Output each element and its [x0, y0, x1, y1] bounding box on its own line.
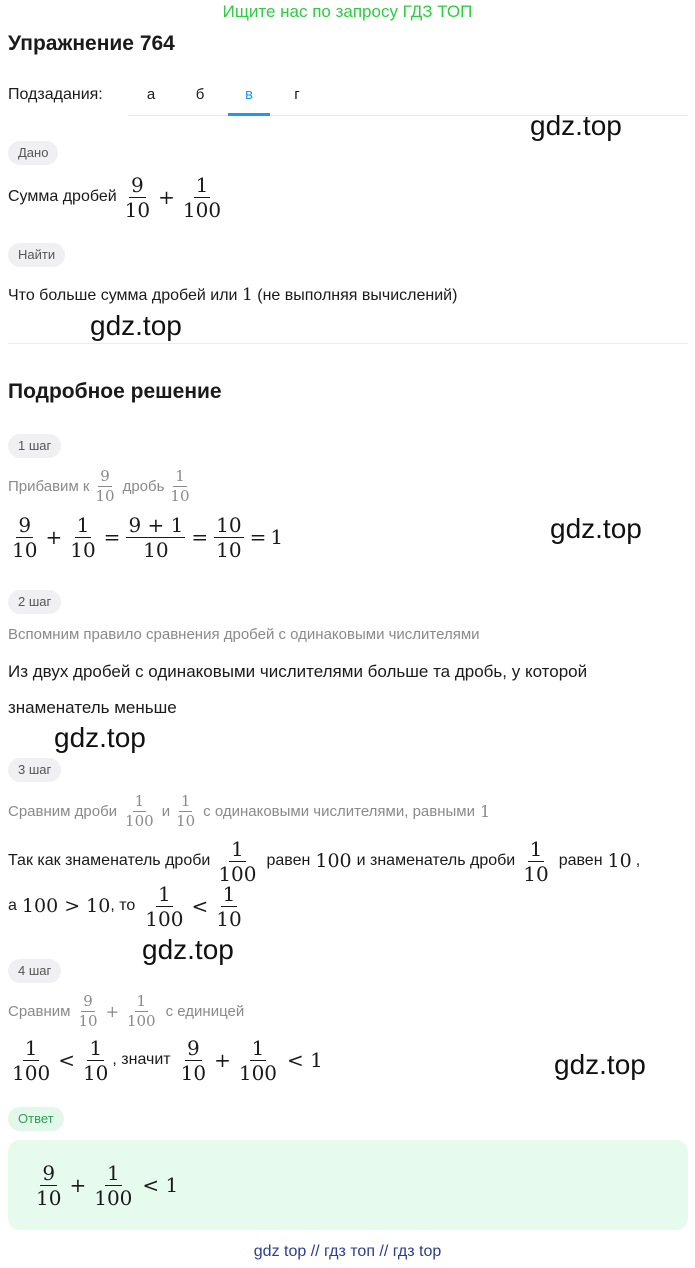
fraction-numerator: 1 — [76, 512, 90, 537]
fraction-numerator: 1 — [529, 836, 543, 861]
fraction-denominator: 10 — [170, 486, 190, 505]
fraction-denominator: 10 — [523, 861, 549, 886]
step-3-pill: 3 шаг — [8, 758, 61, 782]
given-line — [8, 172, 225, 222]
tab-v[interactable]: в — [245, 86, 253, 103]
answer-equation — [32, 1158, 178, 1212]
find-text-before: Что больше сумма дробей или — [8, 287, 238, 304]
fraction-numerator: 9 — [100, 466, 110, 485]
given-fraction-1 — [123, 172, 152, 222]
plus-sign: + — [105, 1001, 119, 1021]
fraction-denominator: 10 — [180, 1060, 207, 1085]
step-4-hint — [8, 989, 244, 1033]
fraction-denominator: 10 — [95, 486, 115, 505]
active-tab-indicator — [228, 113, 270, 116]
hint-text: Сравним — [8, 1002, 71, 1020]
fraction-numerator: 1 — [24, 1035, 38, 1060]
step-fraction — [81, 1035, 110, 1085]
step-1-pill: 1 шаг — [8, 434, 61, 458]
fraction-denominator: 100 — [182, 197, 222, 222]
hint-fraction — [76, 991, 99, 1030]
step-text: равен — [558, 852, 603, 869]
fraction-numerator: 1 — [231, 836, 244, 861]
fraction-numerator: 1 — [222, 881, 236, 906]
hint-text: Прибавим к — [8, 477, 90, 495]
answer-fraction — [92, 1160, 134, 1210]
fraction-denominator: 10 — [216, 906, 242, 931]
equation-fraction — [214, 512, 243, 562]
given-fraction-2 — [181, 172, 223, 222]
answer-pill: Ответ — [8, 1107, 64, 1131]
hint-text: и — [161, 802, 171, 820]
step-3-line-1 — [8, 836, 640, 886]
equation-fraction — [10, 512, 39, 562]
step-4-pill: 4 шаг — [8, 959, 61, 983]
page-title: Упражнение 764 — [8, 32, 175, 55]
less-than-sign: < — [58, 1048, 75, 1072]
step-text: Так как знаменатель дроби — [8, 852, 211, 869]
fraction-numerator: 9 — [83, 991, 93, 1010]
step-fraction — [216, 836, 258, 886]
fraction-denominator: 100 — [126, 1011, 156, 1030]
step-2-line-2: знаменатель меньше — [8, 698, 177, 717]
step-fraction — [179, 1035, 208, 1085]
fraction-denominator: 100 — [12, 1060, 51, 1085]
step-3-line-2 — [8, 880, 246, 932]
watermark: gdz.top — [54, 722, 146, 753]
plus-sign: + — [158, 185, 175, 209]
fraction-numerator: 1 — [175, 466, 185, 485]
step-2-line-1: Из двух дробей с одинаковыми числителями больше та дробь, у которой — [8, 662, 588, 681]
fraction-denominator: 10 — [176, 811, 196, 830]
step-number: 10 — [607, 850, 632, 872]
fraction-denominator: 10 — [36, 1185, 62, 1210]
step-2-pill: 2 шаг — [8, 590, 61, 614]
step-1-equation — [8, 510, 283, 564]
watermark: gdz.top — [550, 513, 642, 544]
plus-sign: + — [69, 1173, 87, 1197]
fraction-numerator: 1 — [195, 172, 209, 197]
fraction-numerator: 10 — [216, 512, 242, 537]
plus-sign: + — [45, 525, 63, 549]
fraction-numerator: 9 — [186, 1035, 200, 1060]
step-text: а — [8, 897, 17, 914]
step-fraction — [237, 1035, 279, 1085]
step-fraction — [10, 1035, 52, 1085]
equation-result: 1 — [270, 525, 284, 549]
fraction-denominator: 100 — [238, 1060, 278, 1085]
hint-text: с единицей — [165, 1002, 245, 1020]
hint-text: с одинаковыми числителями, равными — [203, 802, 475, 820]
answer-comparison: < 1 — [142, 1173, 179, 1197]
fraction-numerator: 1 — [180, 791, 191, 810]
equals-sign: = — [191, 525, 209, 549]
hint-fraction — [168, 466, 191, 505]
subtasks-label: Подзадания: — [8, 86, 103, 103]
step-2-hint: Вспомним правило сравнения дробей с одинаковыми числителями — [8, 626, 480, 643]
given-text: Сумма дробей — [8, 188, 117, 205]
fraction-numerator: 1 — [251, 1035, 265, 1060]
watermark: gdz.top — [530, 110, 622, 141]
tab-g[interactable]: г — [294, 86, 300, 103]
fraction-numerator: 9 + 1 — [128, 512, 184, 537]
less-than-sign: < — [191, 894, 209, 918]
fraction-denominator: 100 — [145, 906, 184, 931]
step-1-hint — [8, 464, 194, 508]
solution-title: Подробное решение — [8, 380, 222, 403]
fraction-denominator: 100 — [94, 1185, 133, 1210]
find-text-after: (не выполняя вычислений) — [257, 287, 458, 304]
hint-fraction — [174, 791, 197, 830]
find-one: 1 — [241, 285, 253, 305]
fraction-numerator: 9 — [42, 1160, 56, 1185]
answer-fraction — [34, 1160, 63, 1210]
given-pill: Дано — [8, 141, 58, 165]
fraction-denominator: 100 — [125, 811, 154, 830]
step-fraction — [521, 836, 550, 886]
hint-text: Сравним дроби — [8, 802, 118, 820]
step-4-line — [8, 1034, 323, 1086]
tab-a[interactable]: а — [146, 86, 156, 103]
step-text: и знаменатель дроби — [356, 852, 516, 869]
find-pill: Найти — [8, 243, 65, 267]
fraction-numerator: 9 — [18, 512, 32, 537]
step-text: , то — [110, 897, 136, 914]
hint-text: дробь — [122, 477, 165, 495]
hint-fraction — [125, 991, 158, 1030]
find-line — [8, 285, 457, 305]
fraction-numerator: 1 — [136, 991, 147, 1010]
fraction-denominator: 10 — [124, 197, 151, 222]
fraction-denominator: 10 — [70, 537, 96, 562]
fraction-denominator: 10 — [216, 537, 242, 562]
footer-links[interactable]: gdz top // гдз топ // гдз top — [253, 1243, 442, 1260]
step-number: 100 — [315, 850, 352, 872]
hint-fraction — [93, 466, 116, 505]
step-comparison: < 1 — [287, 1048, 323, 1072]
tab-b[interactable]: б — [195, 86, 205, 103]
watermark: gdz.top — [142, 934, 234, 965]
fraction-numerator: 1 — [106, 1160, 120, 1185]
step-text: , значит — [112, 1051, 171, 1068]
equals-sign: = — [249, 525, 267, 549]
plus-sign: + — [214, 1048, 231, 1072]
promo-banner[interactable]: Ищите нас по запросу ГДЗ ТОП — [222, 2, 473, 21]
step-fraction — [214, 881, 243, 931]
step-comparison: 100 > 10 — [21, 895, 111, 917]
step-text: , — [635, 852, 641, 869]
watermark: gdz.top — [554, 1049, 646, 1080]
equation-fraction — [68, 512, 97, 562]
step-fraction — [143, 881, 185, 931]
fraction-numerator: 9 — [131, 172, 144, 197]
equals-sign: = — [103, 525, 121, 549]
equation-fraction — [126, 512, 185, 562]
fraction-denominator: 10 — [78, 1011, 98, 1030]
fraction-numerator: 1 — [89, 1035, 103, 1060]
fraction-denominator: 100 — [218, 861, 257, 886]
section-divider — [8, 343, 688, 344]
fraction-numerator: 1 — [134, 791, 145, 810]
fraction-numerator: 1 — [158, 881, 171, 906]
hint-fraction — [123, 791, 156, 830]
fraction-denominator: 10 — [82, 1060, 109, 1085]
watermark: gdz.top — [90, 310, 182, 341]
fraction-denominator: 10 — [12, 537, 38, 562]
fraction-denominator: 10 — [143, 537, 169, 562]
step-3-hint — [8, 788, 490, 834]
hint-number: 1 — [479, 801, 491, 821]
step-text: равен — [266, 852, 311, 869]
